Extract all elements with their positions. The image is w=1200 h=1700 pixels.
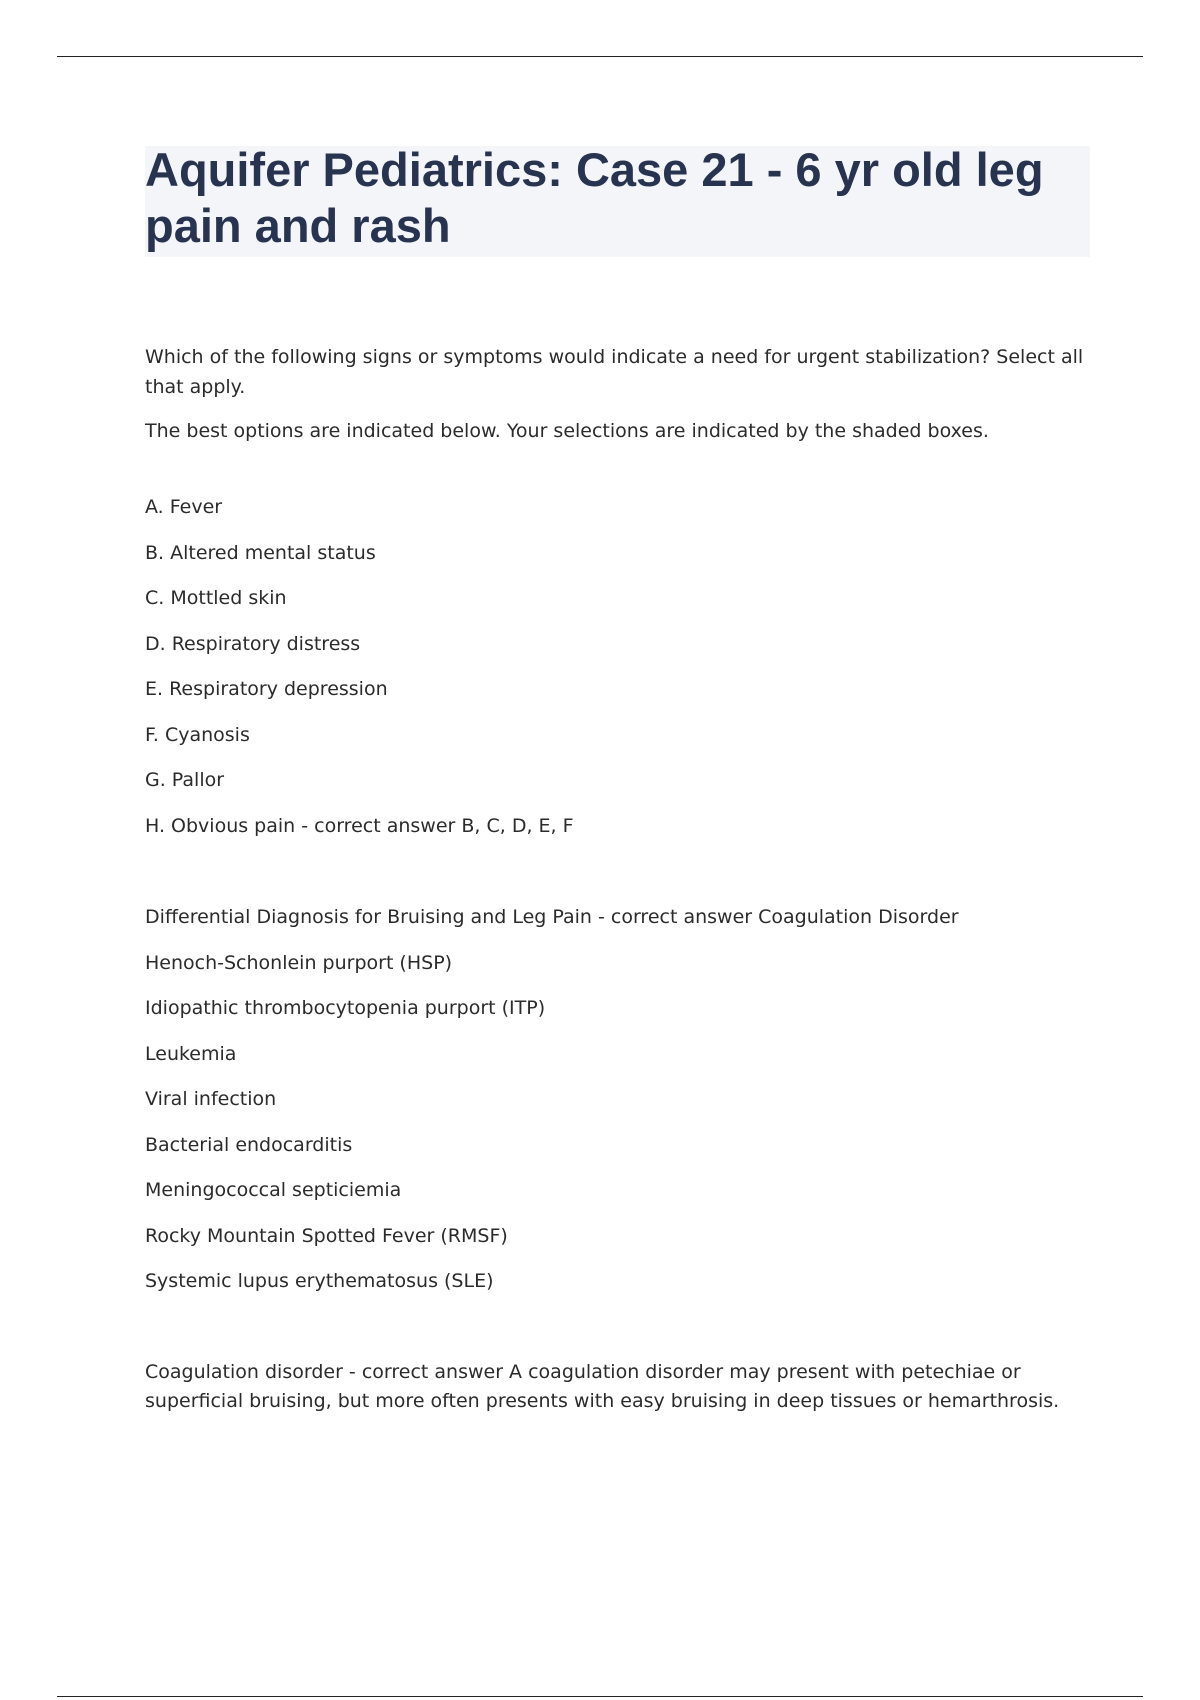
option-f: F. Cyanosis	[145, 723, 250, 746]
differential-item: Bacterial endocarditis	[145, 1133, 353, 1156]
option-d: D. Respiratory distress	[145, 632, 361, 655]
option-a: A. Fever	[145, 496, 223, 518]
differential-item: Systemic lupus erythematosus (SLE)	[145, 1270, 494, 1292]
coagulation-answer: Coagulation disorder - correct answer A coagulation disorder may present with petechiae or superficial bruising, but more often presents with easy bruising in deep tissues or hemarthrosis.	[145, 1360, 1060, 1412]
differential-list	[145, 902, 1085, 1312]
differential-heading: Differential Diagnosis for Bruising and Leg Pain - correct answer Coagulation Disorder	[145, 906, 959, 928]
differential-item: Meningococcal septiciemia	[145, 1179, 402, 1201]
option-h: H. Obvious pain - correct answer B, C, D, E, F	[145, 814, 574, 837]
top-rule	[57, 56, 1143, 57]
bottom-rule	[57, 1696, 1143, 1697]
answer-options	[145, 492, 1085, 856]
differential-item: Rocky Mountain Spotted Fever (RMSF)	[145, 1224, 508, 1247]
page-title: Aquifer Pediatrics: Case 21 - 6 yr old leg pain and rash	[145, 143, 1044, 252]
selection-note: The best options are indicated below. Your selections are indicated by the shaded boxes.	[145, 420, 989, 442]
option-b: B. Altered mental status	[145, 541, 376, 564]
question-text: Which of the following signs or symptoms would indicate a need for urgent stabilization? Select all that apply.	[145, 346, 1084, 398]
option-e: E. Respiratory depression	[145, 678, 388, 700]
differential-item: Leukemia	[145, 1042, 237, 1065]
spacer	[145, 1312, 1085, 1358]
differential-item: Henoch-Schonlein purport (HSP)	[145, 951, 453, 974]
option-g: G. Pallor	[145, 769, 225, 791]
option-c: C. Mottled skin	[145, 587, 287, 609]
differential-item: Idiopathic thrombocytopenia purport (ITP)	[145, 997, 546, 1019]
spacer	[145, 856, 1085, 902]
document-body	[145, 342, 1085, 1416]
differential-item: Viral infection	[145, 1088, 277, 1110]
